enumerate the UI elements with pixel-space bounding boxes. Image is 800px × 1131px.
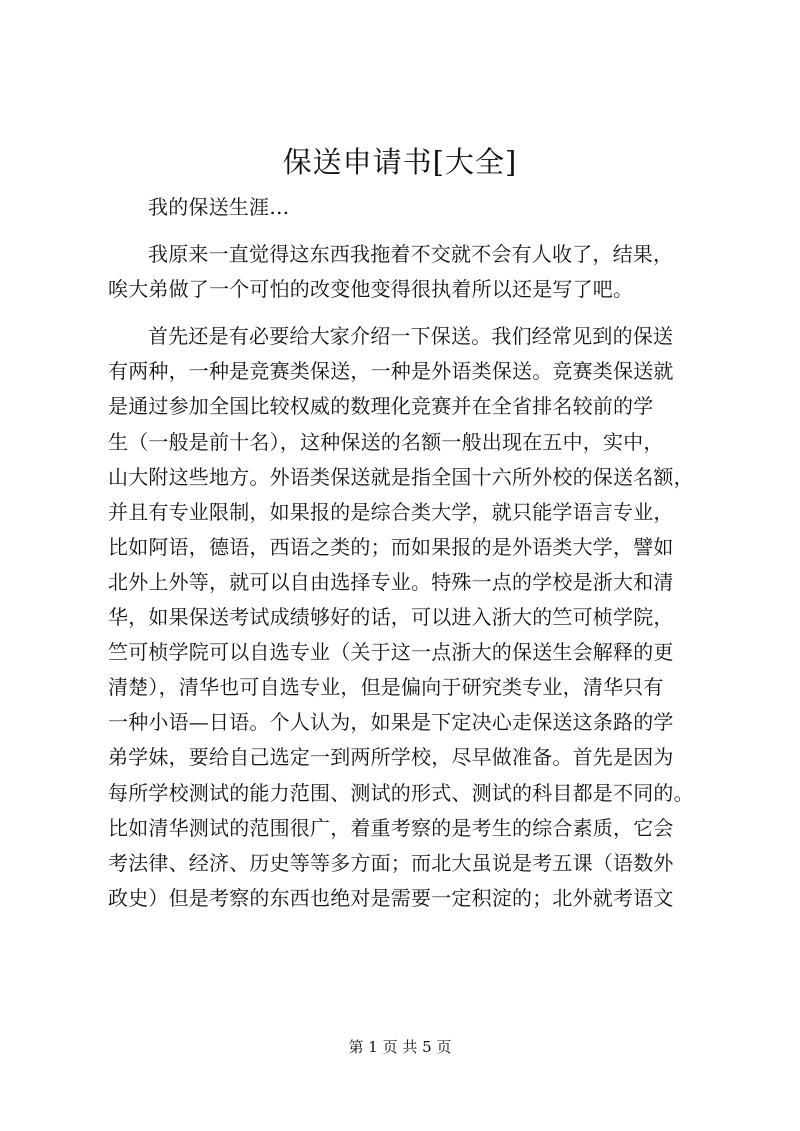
text-line: 并且有专业限制，如果报的是综合类大学，就只能学语言专业， [108,499,674,524]
text-line: 考法律、经济、历史等等多方面；而北大虽说是考五课（语数外 [108,850,674,875]
text-line: 唉大弟做了一个可怕的改变他变得很执着所以还是写了吧。 [108,277,634,302]
paragraph [108,237,710,307]
text-line: 华，如果保送考试成绩够好的话，可以进入浙大的竺可桢学院， [108,605,674,630]
page-footer: 第 1 页 共 5 页 [348,1038,452,1056]
text-line: 是通过参加全国比较权威的数理化竞赛并在全省排名较前的学 [108,394,654,419]
text-line: 山大附这些地方。外语类保送就是指全国十六所外校的保送名额， [108,464,694,489]
paragraph [108,319,710,916]
text-line: 竺可桢学院可以自选专业（关于这一点浙大的保送生会解释的更 [108,640,674,665]
paragraph [108,190,710,225]
text-line: 我原来一直觉得这东西我拖着不交就不会有人收了，结果， [148,242,674,267]
text-line: 每所学校测试的能力范围、测试的形式、测试的科目都是不同的。 [108,780,694,805]
text-line: 生（一般是前十名），这种保送的名额一般出现在五中，实中， [108,429,664,454]
text-line: 比如清华测试的范围很广，着重考察的是考生的综合素质，它会 [108,815,674,840]
text-line: 弟学妹，要给自己选定一到两所学校，尽早做准备。首先是因为 [108,745,674,770]
text-line: 政史）但是考察的东西也绝对是需要一定积淀的；北外就考语文 [108,885,674,910]
text-line: 北外上外等，就可以自由选择专业。特殊一点的学校是浙大和清 [108,569,674,594]
text-line: 一种小语—日语。个人认为，如果是下定决心走保送这条路的学 [108,710,674,735]
text-line: 有两种，一种是竞赛类保送，一种是外语类保送。竞赛类保送就 [108,359,674,384]
text-line: 清楚），清华也可自选专业，但是偏向于研究类专业，清华只有 [108,675,664,700]
text-line: 首先还是有必要给大家介绍一下保送。我们经常见到的保送 [148,324,674,349]
page-title: 保送申请书[大全] [282,145,518,179]
document-body [108,190,710,916]
text-line: 比如阿语，德语，西语之类的；而如果报的是外语类大学，譬如 [108,534,674,559]
text-line: 我的保送生涯… [148,195,290,219]
